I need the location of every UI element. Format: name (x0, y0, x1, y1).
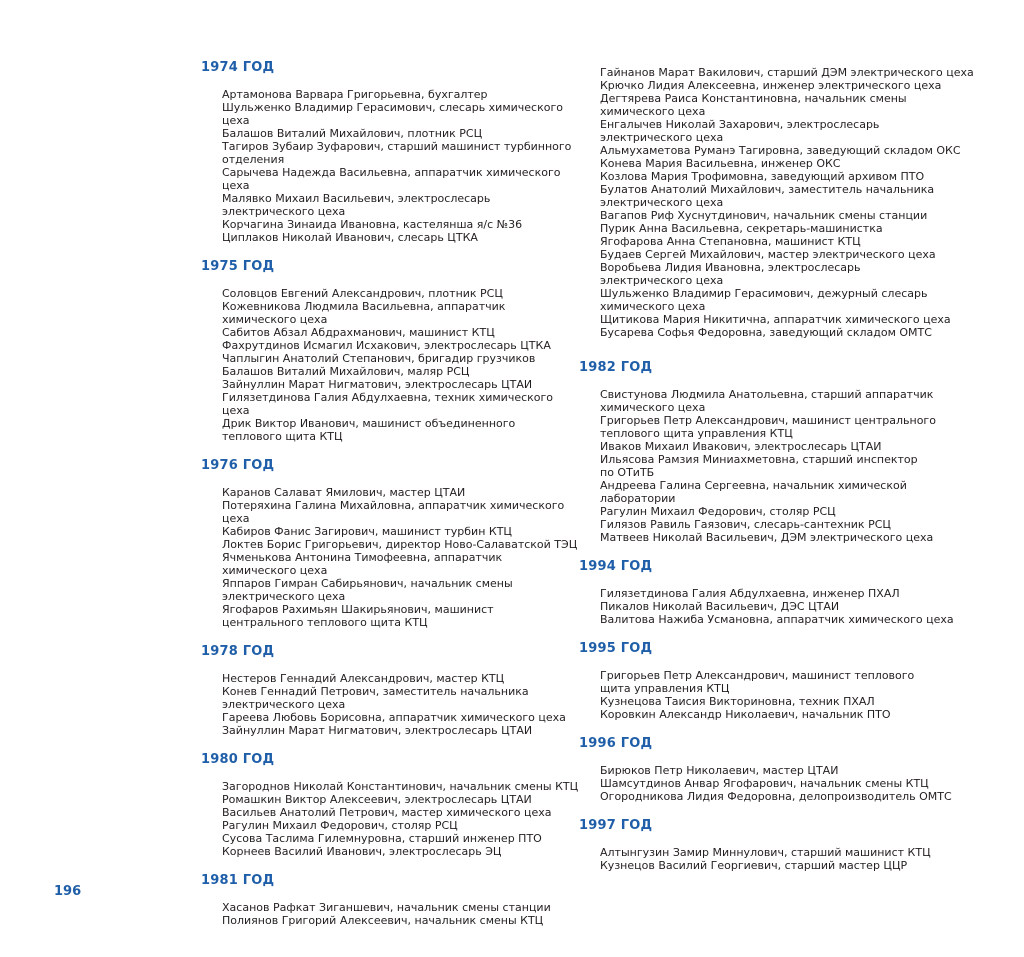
list-item: Яппаров Гимран Сабирьянович, начальник смены электрического цеха (222, 577, 513, 603)
list-item: Бусарева Софья Федоровна, заведующий складом ОМТС (600, 326, 932, 339)
list-item: Потеряхина Галина Михайловна, аппаратчик химического цеха (222, 499, 565, 525)
list-item: Тагиров Зубаир Зуфарович, старший машинист турбинного отделения (222, 140, 572, 166)
list-item: Зайнуллин Марат Нигматович, электрослесарь ЦТАИ (222, 378, 533, 391)
list-item: Кожевникова Людмила Васильевна, аппаратчик химического цеха (222, 300, 506, 326)
list-item: Чаплыгин Анатолий Степанович, бригадир грузчиков (222, 352, 536, 365)
list-item: Вагапов Риф Хуснутдинович, начальник смены станции (600, 209, 928, 222)
entry-list (600, 587, 979, 626)
list-item: Гилязетдинова Галия Абдулхаевна, техник химического цеха (222, 391, 554, 417)
list-item: Гилязов Равиль Гаязович, слесарь-сантехник РСЦ (600, 518, 891, 531)
year-section (201, 259, 581, 443)
entry-list (600, 846, 979, 872)
year-section (201, 752, 581, 858)
list-item: Огородникова Лидия Федоровна, делопроизводитель ОМТС (600, 790, 952, 803)
list-item: Гайнанов Марат Вакилович, старший ДЭМ электрического цеха (600, 66, 974, 79)
entry-list (222, 88, 581, 244)
left-column (201, 60, 581, 942)
list-item: Свистунова Людмила Анатольевна, старший аппаратчик химического цеха (600, 388, 934, 414)
list-item: Кабиров Фанис Загирович, машинист турбин КТЦ (222, 525, 512, 538)
year-section (579, 641, 979, 721)
year-heading: 1982 ГОД (579, 360, 653, 375)
list-item: Кузнецов Василий Георгиевич, старший мастер ЦЦР (600, 859, 908, 872)
list-item: Артамонова Варвара Григорьевна, бухгалтер (222, 88, 488, 101)
entry-list (600, 764, 979, 803)
list-item: Щитикова Мария Никитична, аппаратчик химического цеха (600, 313, 951, 326)
list-item: Хасанов Рафкат Зиганшевич, начальник смены станции (222, 901, 551, 914)
list-item: Нестеров Геннадий Александрович, мастер КТЦ (222, 672, 505, 685)
year-section (201, 458, 581, 629)
entry-list (222, 287, 581, 443)
list-item: Иваков Михаил Ивакович, электрослесарь ЦТАИ (600, 440, 882, 453)
year-heading: 1975 ГОД (201, 259, 275, 274)
list-item: Загороднов Николай Константинович, начальник смены КТЦ (222, 780, 579, 793)
list-item: Будаев Сергей Михайлович, мастер электрического цеха (600, 248, 936, 261)
entry-list (600, 669, 979, 721)
list-item: Валитова Нажиба Усмановна, аппаратчик химического цеха (600, 613, 954, 626)
list-item: Пурик Анна Васильевна, секретарь-машинистка (600, 222, 883, 235)
continued-entries (600, 66, 979, 339)
list-item: Шамсутдинов Анвар Ягофарович, начальник смены КТЦ (600, 777, 929, 790)
list-item: Рагулин Михаил Федорович, столяр РСЦ (600, 505, 836, 518)
list-item: Шульженко Владимир Герасимович, дежурный слесарь химического цеха (600, 287, 928, 313)
list-item: Фахрутдинов Исмагил Исхакович, электрослесарь ЦТКА (222, 339, 551, 352)
list-item: Соловцов Евгений Александрович, плотник РСЦ (222, 287, 503, 300)
list-item: Григорьев Петр Александрович, машинист центрального теплового щита управления КТЦ (600, 414, 936, 440)
list-item: Ромашкин Виктор Алексеевич, электрослесарь ЦТАИ (222, 793, 532, 806)
list-item: Козлова Мария Трофимовна, заведующий архивом ПТО (600, 170, 925, 183)
year-section (579, 736, 979, 803)
year-section (579, 559, 979, 626)
entry-list (222, 486, 581, 629)
list-item: Воробьева Лидия Ивановна, электрослесарь электрического цеха (600, 261, 861, 287)
list-item: Бирюков Петр Николаевич, мастер ЦТАИ (600, 764, 839, 777)
list-item: Григорьев Петр Александрович, машинист теплового щита управления КТЦ (600, 669, 915, 695)
list-item: Крючко Лидия Алексеевна, инженер электрического цеха (600, 79, 942, 92)
year-heading: 1995 ГОД (579, 641, 653, 656)
list-item: Шульженко Владимир Герасимович, слесарь химического цеха (222, 101, 563, 127)
entry-list (222, 780, 581, 858)
list-item: Балашов Виталий Михайлович, маляр РСЦ (222, 365, 470, 378)
list-item: Енгалычев Николай Захарович, электрослесарь электрического цеха (600, 118, 880, 144)
list-item: Балашов Виталий Михайлович, плотник РСЦ (222, 127, 483, 140)
entry-list (600, 388, 979, 544)
list-item: Ягофаров Рахимьян Шакирьянович, машинист центрального теплового щита КТЦ (222, 603, 494, 629)
year-section (201, 644, 581, 737)
list-item: Локтев Борис Григорьевич, директор Ново-Салаватской ТЭЦ (222, 538, 578, 551)
year-heading: 1976 ГОД (201, 458, 275, 473)
year-heading: 1996 ГОД (579, 736, 653, 751)
list-item: Пикалов Николай Васильевич, ДЭС ЦТАИ (600, 600, 840, 613)
year-section (201, 873, 581, 927)
list-item: Коровкин Александр Николаевич, начальник ПТО (600, 708, 891, 721)
list-item: Андреева Галина Сергеевна, начальник химической лаборатории (600, 479, 907, 505)
list-item: Дрик Виктор Иванович, машинист объединенного теплового щита КТЦ (222, 417, 516, 443)
continued-section (579, 66, 979, 339)
list-item: Полиянов Григорий Алексеевич, начальник смены КТЦ (222, 914, 544, 927)
list-item: Матвеев Николай Васильевич, ДЭМ электрического цеха (600, 531, 934, 544)
list-item: Корнеев Василий Иванович, электрослесарь ЭЦ (222, 845, 502, 858)
list-item: Корчагина Зинаида Ивановна, кастелянша я/с №36 (222, 218, 523, 231)
list-item: Сарычева Надежда Васильевна, аппаратчик химического цеха (222, 166, 561, 192)
list-item: Дегтярева Раиса Константиновна, начальник смены химического цеха (600, 92, 907, 118)
year-section (579, 360, 979, 544)
list-item: Каранов Салават Ямилович, мастер ЦТАИ (222, 486, 466, 499)
right-column (579, 60, 979, 887)
list-item: Ильясова Рамзия Миниахметовна, старший инспектор по ОТиТБ (600, 453, 918, 479)
list-item: Гилязетдинова Галия Абдулхаевна, инженер ПХАЛ (600, 587, 900, 600)
list-item: Ягофарова Анна Степановна, машинист КТЦ (600, 235, 861, 248)
year-section (201, 60, 581, 244)
entry-list (222, 672, 581, 737)
list-item: Конева Мария Васильевна, инженер ОКС (600, 157, 841, 170)
year-heading: 1974 ГОД (201, 60, 275, 75)
year-section (579, 818, 979, 872)
list-item: Зайнуллин Марат Нигматович, электрослесарь ЦТАИ (222, 724, 533, 737)
list-item: Малявко Михаил Васильевич, электрослесарь электрического цеха (222, 192, 491, 218)
page-number: 196 (54, 884, 82, 899)
entry-list (222, 901, 581, 927)
year-heading: 1994 ГОД (579, 559, 653, 574)
list-item: Булатов Анатолий Михайлович, заместитель начальника электрического цеха (600, 183, 935, 209)
year-heading: 1981 ГОД (201, 873, 275, 888)
list-item: Кузнецова Таисия Викториновна, техник ПХАЛ (600, 695, 875, 708)
list-item: Циплаков Николай Иванович, слесарь ЦТКА (222, 231, 478, 244)
list-item: Васильев Анатолий Петрович, мастер химического цеха (222, 806, 552, 819)
list-item: Сабитов Абзал Абдрахманович, машинист КТЦ (222, 326, 495, 339)
list-item: Сусова Таслима Гилемнуровна, старший инженер ПТО (222, 832, 542, 845)
year-heading: 1978 ГОД (201, 644, 275, 659)
list-item: Ячменькова Антонина Тимофеевна, аппаратчик химического цеха (222, 551, 503, 577)
list-item: Рагулин Михаил Федорович, столяр РСЦ (222, 819, 458, 832)
list-item: Альмухаметова Руманэ Тагировна, заведующий складом ОКС (600, 144, 961, 157)
year-heading: 1997 ГОД (579, 818, 653, 833)
year-heading: 1980 ГОД (201, 752, 275, 767)
list-item: Гареева Любовь Борисовна, аппаратчик химического цеха (222, 711, 566, 724)
list-item: Алтынгузин Замир Миннулович, старший машинист КТЦ (600, 846, 931, 859)
list-item: Конев Геннадий Петрович, заместитель начальника электрического цеха (222, 685, 529, 711)
